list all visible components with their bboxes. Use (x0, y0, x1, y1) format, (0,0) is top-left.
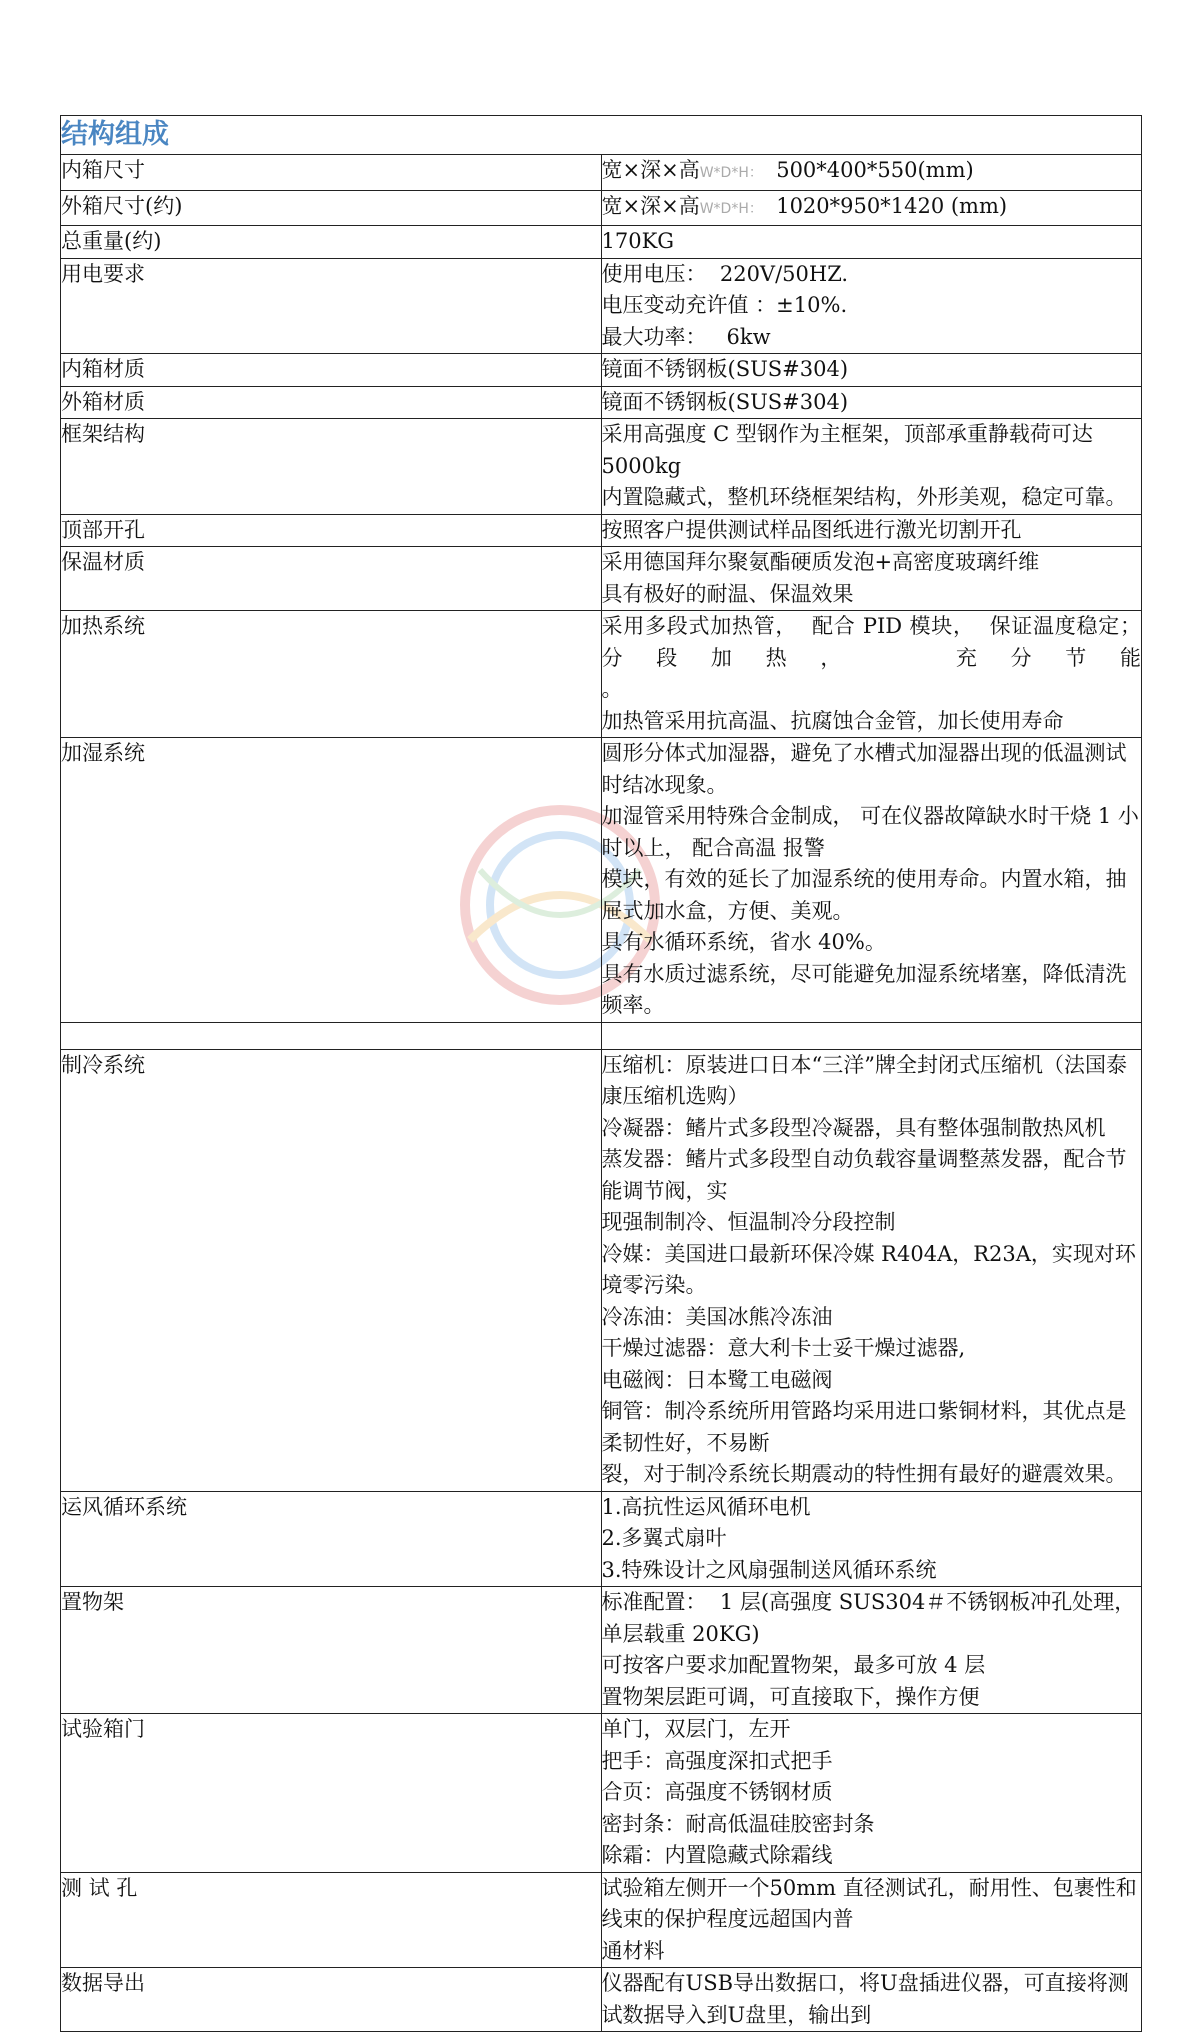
spec-line: 1.高抗性运风循环电机 (601, 1494, 811, 1519)
spec-row (61, 226, 1142, 259)
spec-line: 最大功率： 6kw (601, 324, 771, 349)
spec-row (61, 190, 1142, 226)
spec-line: 冷凝器：鳍片式多段型冷凝器，具有整体强制散热风机 (601, 1115, 1106, 1140)
spec-value (601, 1022, 1142, 1049)
spec-row (61, 1022, 1142, 1049)
dimension-hint: W*D*H： (699, 165, 763, 181)
spec-line: 密封条：耐高低温硅胶密封条 (601, 1811, 875, 1836)
spec-row (61, 1049, 1142, 1491)
spec-line: 单门，双层门，左开 (601, 1717, 791, 1741)
spec-line: 2.多翼式扇叶 (601, 1526, 727, 1550)
spec-value (601, 1968, 1142, 2032)
spec-row (61, 611, 1142, 738)
spec-line: 电压变动充许值 ：±10%. (601, 293, 848, 317)
spec-row (61, 155, 1142, 191)
spec-line: 铜管：制冷系统所用管路均采用进口紫铜材料，其优点是柔韧性好，不易断 (601, 1399, 1127, 1455)
spec-row (61, 354, 1142, 387)
spec-label: 加热系统 (61, 611, 602, 738)
spec-line: 采用德国拜尔聚氨酯硬质发泡+高密度玻璃纤维 (601, 550, 1040, 574)
spec-line: 冷媒：美国进口最新环保冷媒 R404A，R23A，实现对环境零污染。 (601, 1241, 1136, 1297)
spec-line: 通材料 (601, 1938, 665, 1963)
spec-label: 测 试 孔 (61, 1872, 602, 1968)
spec-value (601, 1491, 1142, 1587)
spec-line: 具有水质过滤系统，尽可能避免加湿系统堵塞，降低清洗频率。 (601, 961, 1127, 1017)
spec-value (601, 738, 1142, 1023)
spec-label: 外箱尺寸(约) (61, 190, 602, 226)
spec-line: 采用多段式加热管， 配合 PID 模块， 保证温度稳定； 分段加热， 充分节能 (601, 614, 1155, 670)
spec-row (61, 547, 1142, 611)
spec-line: 具有水循环系统，省水 40%。 (601, 930, 886, 954)
spec-label: 内箱材质 (61, 354, 602, 387)
spec-value (601, 258, 1142, 354)
spec-text: 1020*950*1420 (mm) (762, 193, 1008, 218)
spec-label: 外箱材质 (61, 386, 602, 419)
spec-value (601, 386, 1142, 419)
dimension-hint: W*D*H： (699, 200, 763, 217)
spec-value (601, 1872, 1142, 1968)
spec-line: 可按客户要求加配置物架，最多可放 4 层 (601, 1653, 986, 1677)
spec-label: 框架结构 (61, 419, 602, 515)
spec-value (601, 547, 1142, 611)
spec-line: 仪器配有USB导出数据口，将U盘插进仪器，可直接将测试数据导入到U盘里，输出到 (601, 1971, 1129, 2027)
spec-value (601, 354, 1142, 387)
spec-line: 干燥过滤器：意大利卡士妥干燥过滤器, (601, 1336, 966, 1360)
spec-line: 压缩机：原装进口日本“三洋”牌全封闭式压缩机（法国泰康压缩机选购） (601, 1052, 1127, 1108)
spec-label: 用电要求 (61, 258, 602, 354)
spec-value (601, 190, 1142, 226)
spec-line: 镜面不锈钢板(SUS#304) (601, 357, 849, 381)
spec-row (61, 1587, 1142, 1714)
spec-row (61, 1491, 1142, 1587)
spec-line: 冷冻油：美国冰熊冷冻油 (601, 1304, 833, 1329)
spec-value (601, 226, 1142, 259)
spec-label: 保温材质 (61, 547, 602, 611)
spec-line: 蒸发器：鳍片式多段型自动负载容量调整蒸发器，配合节能调节阀，实 (601, 1147, 1127, 1203)
spec-row (61, 514, 1142, 547)
spec-label: 数据导出 (61, 1968, 602, 2032)
spec-line (602, 191, 1142, 226)
spec-value (601, 611, 1155, 738)
spec-row (61, 1872, 1142, 1968)
spec-line: 置物架层距可调，可直接取下，操作方便 (601, 1684, 980, 1709)
spec-line: 圆形分体式加湿器，避免了水槽式加湿器出现的低温测试时结冰现象。 (601, 741, 1127, 797)
spec-line: 除霜：内置隐藏式除霜线 (601, 1843, 833, 1867)
spec-value (601, 1587, 1142, 1714)
spec-value (601, 155, 1142, 191)
spec-value (601, 514, 1142, 547)
spec-line: 采用高强度 C 型钢作为主框架，顶部承重静载荷可达 5000kg (601, 422, 1100, 478)
spec-text: 宽×深×高 (601, 193, 700, 218)
spec-label: 内箱尺寸 (61, 155, 602, 191)
spec-line (602, 155, 1142, 190)
spec-line: 170KG (601, 229, 675, 253)
spec-line: 电磁阀：日本鹭工电磁阀 (601, 1367, 833, 1392)
spec-line: 具有极好的耐温、保温效果 (601, 581, 854, 606)
spec-text: 500*400*550(mm) (762, 158, 974, 182)
spec-label: 制冷系统 (61, 1049, 602, 1491)
spec-line: 。 (601, 677, 623, 701)
spec-line: 模块，有效的延长了加湿系统的使用寿命。内置水箱，抽屉式加水盒，方便、美观。 (601, 867, 1127, 923)
spec-value (601, 1714, 1142, 1873)
spec-row (61, 386, 1142, 419)
title-row (61, 116, 1142, 155)
section-title: 结构组成 (61, 116, 1142, 155)
spec-label: 加湿系统 (61, 738, 602, 1023)
spec-line: 3.特殊设计之风扇强制送风循环系统 (601, 1557, 937, 1582)
spec-line: 现强制制冷、恒温制冷分段控制 (601, 1210, 896, 1234)
spec-line: 试验箱左侧开一个50mm 直径测试孔，耐用性、包裹性和线束的保护程度远超国内普 (601, 1875, 1137, 1931)
spec-label: 运风循环系统 (61, 1491, 602, 1587)
spec-label: 总重量(约) (61, 226, 602, 259)
spec-row (61, 419, 1142, 515)
spec-label: 置物架 (61, 1587, 602, 1714)
spec-row (61, 1968, 1142, 2032)
spec-row (61, 1714, 1142, 1873)
spec-line: 裂，对于制冷系统长期震动的特性拥有最好的避震效果。 (601, 1462, 1127, 1486)
spec-label: 顶部开孔 (61, 514, 602, 547)
spec-line: 标准配置： 1 层(高强度 SUS304＃不锈钢板冲孔处理，单层载重 20KG) (601, 1590, 1136, 1646)
spec-row (61, 258, 1142, 354)
spec-line: 加湿管采用特殊合金制成， 可在仪器故障缺水时干烧 1 小时以上， 配合高温 报警 (601, 804, 1139, 860)
spec-value (601, 1049, 1142, 1491)
spec-label: 试验箱门 (61, 1714, 602, 1873)
spec-line: 加热管采用抗高温、抗腐蚀合金管，加长使用寿命 (601, 708, 1064, 733)
spec-line: 合页：高强度不锈钢材质 (601, 1780, 833, 1804)
spec-line: 使用电压： 220V/50HZ. (601, 261, 849, 286)
spec-value (601, 419, 1142, 515)
spec-row (61, 738, 1142, 1023)
spec-line: 按照客户提供测试样品图纸进行激光切割开孔 (601, 517, 1022, 542)
spec-line: 镜面不锈钢板(SUS#304) (601, 389, 849, 414)
spec-line: 内置隐藏式，整机环绕框架结构，外形美观，稳定可靠。 (601, 485, 1127, 509)
spec-line: 把手：高强度深扣式把手 (601, 1748, 833, 1773)
spec-label (61, 1022, 602, 1049)
spec-table (60, 115, 1155, 2032)
spec-text: 宽×深×高 (601, 158, 700, 182)
